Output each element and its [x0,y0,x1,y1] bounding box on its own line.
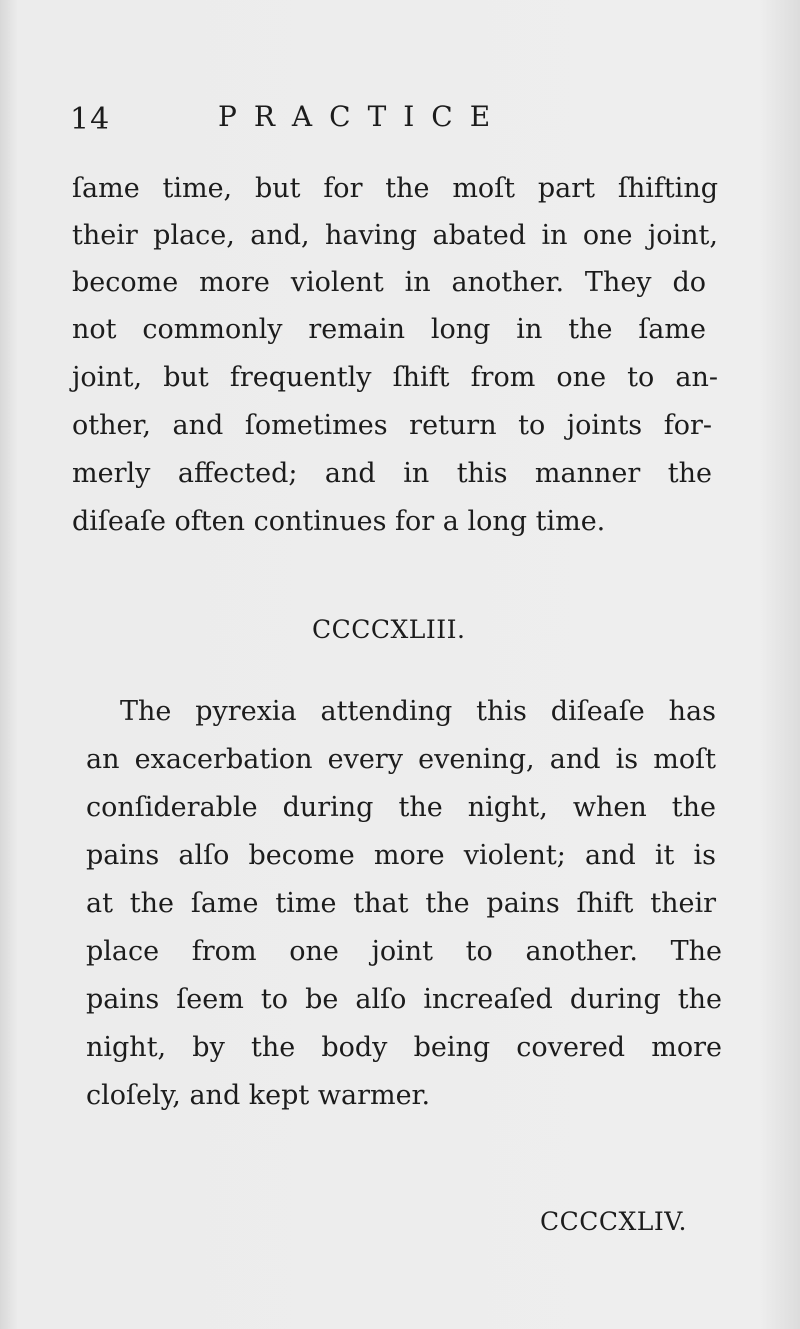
text-line: other, and ſometimes return to joints for- [72,410,712,441]
text-line: place from one joint to another. The [86,936,722,967]
text-line: their place, and, having abated in one joint, [72,220,718,251]
text-line: not commonly remain long in the ſame [72,314,706,345]
text-line: an exacerbation every evening, and is moſt [86,744,716,775]
text-line: become more violent in another. They do [72,267,706,298]
text-line: conſiderable during the night, when the [86,792,716,823]
text-line: at the ſame time that the pains ſhift their [86,888,716,919]
text-line: cloſely, and kept warmer. [86,1080,431,1111]
text-line: joint, but frequently ſhift from one to an- [72,362,718,393]
running-head: PRACTICE [218,100,508,133]
page-number: 14 [70,102,111,137]
text-line: diſeaſe often continues for a long time. [72,506,606,537]
catchword: CCCCXLIV. [540,1207,687,1236]
page-header [70,96,630,140]
section-heading: CCCCXLIII. [312,615,466,644]
text-line: merly affected; and in this manner the [72,458,712,489]
text-line: night, by the body being covered more [86,1032,722,1063]
text-line: The pyrexia attending this diſeaſe has [120,696,716,727]
text-line: pains ſeem to be alſo increaſed during the [86,984,722,1015]
text-line: pains alſo become more violent; and it is [86,840,716,871]
text-line: ſame time, but for the moſt part ſhifting [72,173,718,204]
